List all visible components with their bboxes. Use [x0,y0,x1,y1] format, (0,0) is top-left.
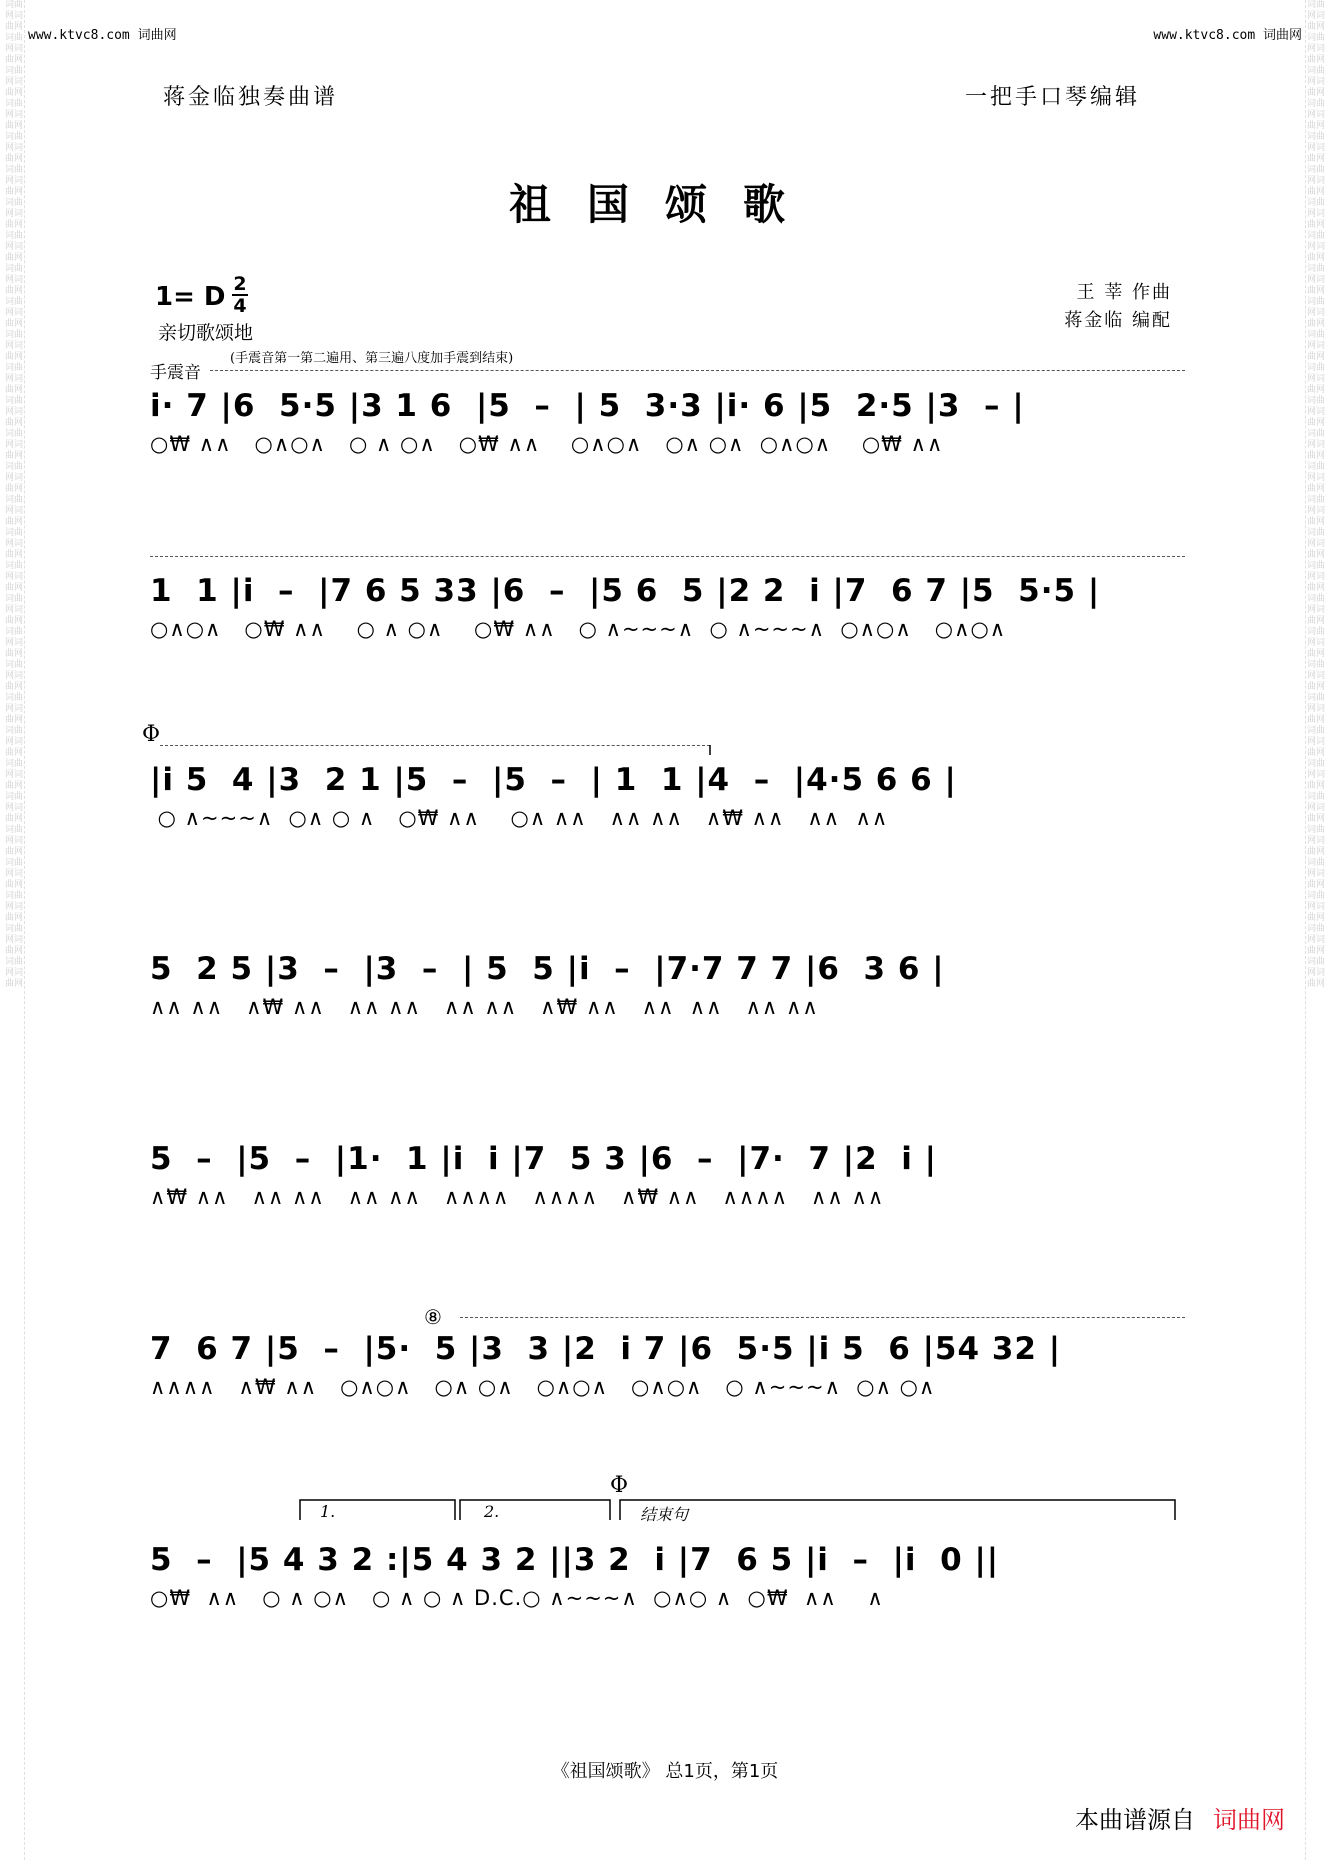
row-6-notes: 7 6 7 |5 – |5· 5 |3 3 |2 i 7 |6 5·5 |i 5 6 |54 32 | [150,1331,1062,1367]
watermark-top-right: www.ktvc8.com 词曲网 [1153,28,1302,43]
row-6-technique-marks: ∧∧∧∧ ∧₩ ∧∧ ○∧○∧ ○∧ ○∧ ○∧○∧ ○∧○∧ ○ ∧~~~∧ ○∧ ○∧ [150,1375,936,1399]
page-footer: 《祖国颂歌》 总1页，第1页 [551,1761,779,1782]
ending-phrase-label: 结束句 [640,1505,689,1524]
header-performer: 蒋金临独奏曲谱 [163,85,339,110]
tempo-marking: 亲切歌颂地 [158,322,254,344]
volta-2-label: 2. [484,1502,500,1521]
row-5-notes: 5 – |5 – |1· 1 |i i |7 5 3 |6 – |7· 7 |2 i | [150,1141,937,1177]
left-watermark-strip: 词曲网词曲网词曲网词曲网词曲网词曲网词曲网词曲网词曲网词曲网词曲网词曲网词曲网词曲网词曲网词曲网词曲网词曲网词曲网词曲网词曲网词曲网词曲网词曲网词曲网词曲网词曲网词曲网词曲网词曲网词曲网词曲网词曲网词曲网词曲网词曲网词曲网词曲网词曲网词曲网词曲网词曲网词曲网词曲网词曲网词曲网词曲网词曲网词曲网词曲网词曲网词曲网词曲网词曲网词曲网词曲网词曲网词曲网词曲网词曲网 [4,0,25,1860]
row-1-technique-marks: ○₩ ∧∧ ○∧○∧ ○ ∧ ○∧ ○₩ ∧∧ ○∧○∧ ○∧ ○∧ ○∧○∧ ○₩ ∧∧ [150,432,944,456]
score-row-5 [150,1141,1185,1211]
score-row-7 [150,1542,1185,1612]
row-3-notes: |i 5 4 |3 2 1 |5 – |5 – | 1 1 |4 – |4·5 6 6 | [150,762,957,798]
volta-1-label: 1. [320,1502,336,1521]
octave-sign: ⑧ [424,1305,442,1329]
technique-label: 手震音 [150,363,201,383]
page-title: 祖国颂歌 [508,180,821,229]
time-signature-bottom: 4 [233,295,247,317]
row-4-notes: 5 2 5 |3 – |3 – | 5 5 |i – |7·7 7 7 |6 3 6 | [150,951,945,987]
row-4-technique-marks: ∧∧ ∧∧ ∧₩ ∧∧ ∧∧ ∧∧ ∧∧ ∧∧ ∧₩ ∧∧ ∧∧ ∧∧ ∧∧ ∧∧ [150,995,819,1019]
technique-note: (手震音第一第二遍用、第三遍八度加手震到结束) [230,351,514,366]
source-text: 本曲谱源自 [1075,1806,1195,1834]
source-credit [1075,1800,1285,1835]
score-row-6 [150,1331,1185,1401]
score-row-2 [150,573,1185,643]
row-5-technique-marks: ∧₩ ∧∧ ∧∧ ∧∧ ∧∧ ∧∧ ∧∧∧∧ ∧∧∧∧ ∧₩ ∧∧ ∧∧∧∧ ∧∧ ∧∧ [150,1185,885,1209]
coda-sign-1: Φ [142,722,161,747]
header-editor: 一把手口琴编辑 [964,85,1140,110]
key-signature: 1= D [155,282,226,312]
coda-sign-2: Φ [610,1473,629,1498]
score-row-1 [150,388,1185,458]
row-7-technique-marks: ○₩ ∧∧ ○ ∧ ○∧ ○ ∧ ○ ∧ D.C.○ ∧~~~∧ ○∧○ ∧ ○₩ ∧∧ ∧ [150,1586,884,1610]
time-signature-top: 2 [233,273,247,295]
score-row-3 [150,762,1185,832]
composer-credit: 王 莘 作曲 [1076,282,1172,303]
row-2-notes: 1 1 |i – |7 6 5 33 |6 – |5 6 5 |2 2 i |7 6 7 |5 5·5 | [150,573,1101,609]
right-watermark-strip: 词曲网词曲网词曲网词曲网词曲网词曲网词曲网词曲网词曲网词曲网词曲网词曲网词曲网词曲网词曲网词曲网词曲网词曲网词曲网词曲网词曲网词曲网词曲网词曲网词曲网词曲网词曲网词曲网词曲网词曲网词曲网词曲网词曲网词曲网词曲网词曲网词曲网词曲网词曲网词曲网词曲网词曲网词曲网词曲网词曲网词曲网词曲网词曲网词曲网词曲网词曲网词曲网词曲网词曲网词曲网词曲网词曲网词曲网词曲网词曲网 [1305,0,1326,1860]
source-brand-link[interactable]: 词曲网 [1213,1806,1285,1834]
arranger-credit: 蒋金临 编配 [1064,310,1172,331]
row-7-notes: 5 – |5 4 3 2 :|5 4 3 2 ||3 2 i |7 6 5 |i – |i 0 || [150,1542,1000,1578]
row-1-notes: i· 7 |6 5·5 |3 1 6 |5 – | 5 3·3 |i· 6 |5 2·5 |3 – | [150,388,1025,424]
watermark-top-left: www.ktvc8.com 词曲网 [28,28,177,43]
row-3-technique-marks: ○ ∧~~~∧ ○∧ ○ ∧ ○₩ ∧∧ ○∧ ∧∧ ∧∧ ∧∧ ∧₩ ∧∧ ∧∧ ∧∧ [150,806,889,830]
row-2-technique-marks: ○∧○∧ ○₩ ∧∧ ○ ∧ ○∧ ○₩ ∧∧ ○ ∧~~~∧ ○ ∧~~~∧ ○∧○∧ ○∧○∧ [150,617,1007,641]
score-row-4 [150,951,1185,1021]
